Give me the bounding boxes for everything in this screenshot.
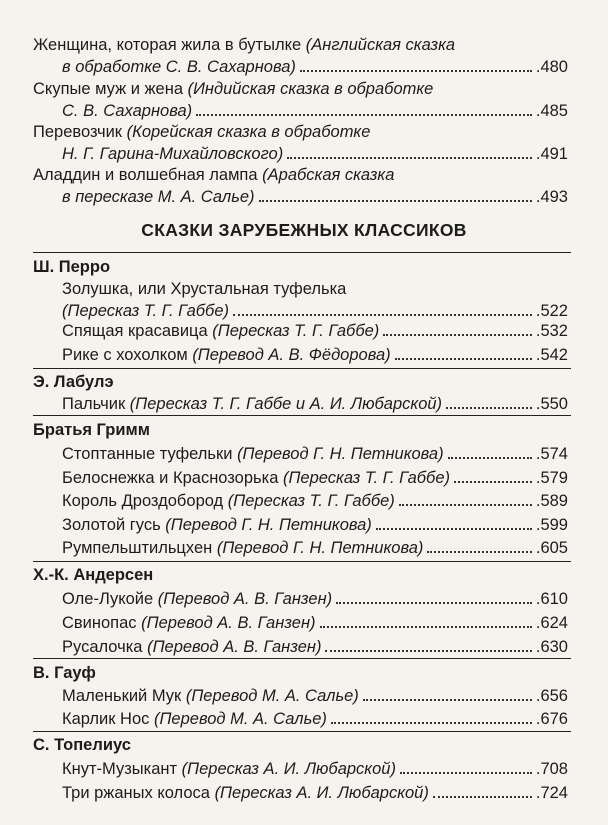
entry-note: (Перевод А. В. Ганзен) (157, 590, 333, 608)
leader-dots (448, 443, 532, 459)
leader-dots (320, 612, 532, 628)
leader-dots (300, 56, 532, 72)
entry-title: Свинопас (62, 614, 137, 632)
section-rule (33, 731, 571, 732)
leader-dots (446, 393, 532, 409)
page-number: .493 (535, 188, 568, 206)
page-number: .589 (535, 492, 568, 510)
entry-note: (Пересказ А. И. Любарской) (181, 760, 396, 778)
leader-dots (287, 143, 532, 159)
author-name: Э. Лабулэ (33, 373, 114, 391)
entry-note: (Перевод Г. Н. Петникова) (237, 445, 444, 463)
leader-dots (454, 467, 532, 483)
page-number: .480 (535, 58, 568, 76)
page-number: .542 (535, 346, 568, 364)
entry-note: (Пересказ Т. Г. Габбе) (282, 469, 450, 487)
entry-note: (Перевод Г. Н. Петникова) (216, 539, 424, 557)
section-rule (33, 658, 571, 659)
leader-dots (325, 636, 531, 652)
entry-title: Русалочка (62, 638, 143, 656)
entry-title: Кнут-Музыкант (62, 760, 178, 778)
page-number: .491 (535, 145, 568, 163)
entry-note: (Перевод А. В. Фёдорова) (192, 346, 391, 364)
page-number: .676 (535, 710, 568, 728)
entry-note: в пересказе М. А. Салье) (62, 188, 255, 206)
section-rule (33, 561, 571, 562)
author-name: Братья Гримм (33, 421, 150, 439)
entry-note: (Пересказ А. И. Любарской) (214, 784, 429, 802)
leader-dots (363, 685, 532, 701)
entry-title: Румпельштильцхен (62, 539, 213, 557)
entry-title: Оле-Лукойе (62, 590, 154, 608)
page-number: .708 (535, 760, 568, 778)
section-rule (33, 368, 571, 369)
author-name: Ш. Перро (33, 258, 111, 276)
section-rule (33, 252, 571, 253)
page-number: .579 (535, 469, 568, 487)
leader-dots (336, 588, 532, 604)
page-number: .605 (535, 539, 568, 557)
leader-dots (395, 344, 532, 360)
leader-dots (196, 100, 532, 116)
entry-note: (Индийская сказка в обработке (187, 80, 434, 98)
author-name: Х.-К. Андерсен (33, 566, 154, 584)
page-number: .532 (535, 322, 568, 340)
page-number: .550 (535, 395, 568, 413)
leader-dots (427, 537, 532, 553)
page-number: .599 (535, 516, 568, 534)
leader-dots (400, 758, 532, 774)
page-number: .656 (535, 687, 568, 705)
page-number: .724 (535, 784, 568, 802)
entry-note: С. В. Сахарнова) (62, 102, 193, 120)
entry-title: Спящая красавица (62, 322, 208, 340)
entry-note: (Корейская сказка в обработке (126, 123, 371, 141)
entry-title: Маленький Мук (62, 687, 182, 705)
entry-title: Рике с хохолком (62, 346, 188, 364)
page-number: .485 (535, 102, 568, 120)
section-rule (33, 415, 571, 416)
entry-title: Женщина, которая жила в бутылке (33, 36, 306, 54)
entry-note: Н. Г. Гарина-Михайловского) (62, 145, 284, 163)
page-number: .522 (535, 302, 568, 320)
entry-title: Карлик Нос (62, 710, 150, 728)
page-number: .610 (535, 590, 568, 608)
entry-note: (Пересказ Т. Г. Габбе и А. И. Любарской) (129, 395, 443, 413)
entry-note: (Перевод М. А. Салье) (185, 687, 359, 705)
leader-dots (433, 782, 532, 798)
entry-note: (Пересказ Т. Г. Габбе) (227, 492, 395, 510)
page-number: .630 (535, 638, 568, 656)
entry-note: (Пересказ Т. Г. Габбе) (62, 302, 230, 320)
entry-note: (Перевод А. В. Ганзен) (147, 638, 322, 656)
leader-dots (399, 490, 532, 506)
entry-title: Три ржаных колоса (62, 784, 210, 802)
author-name: С. Топелиус (33, 736, 131, 754)
entry-note: в обработке С. В. Сахарнова) (62, 58, 296, 76)
entry-note: (Пересказ Т. Г. Габбе) (212, 322, 380, 340)
entry-title: Золушка, или Хрустальная туфелька (62, 280, 347, 298)
entry-title: Золотой гусь (62, 516, 161, 534)
leader-dots (331, 708, 532, 724)
entry-title: Король Дроздобород (62, 492, 224, 510)
entry-title: Пальчик (62, 395, 126, 413)
leader-dots (233, 300, 532, 316)
entry-note: (Арабская сказка (262, 166, 395, 184)
entry-note: (Английская сказка (305, 36, 456, 54)
entry-title: Аладдин и волшебная лампа (33, 166, 263, 184)
section-title: СКАЗКИ ЗАРУБЕЖНЫХ КЛАССИКОВ (141, 220, 467, 240)
page-number: .624 (535, 614, 568, 632)
entry-note: (Перевод Г. Н. Петникова) (165, 516, 372, 534)
leader-dots (376, 514, 532, 530)
leader-dots (383, 320, 532, 336)
author-name: В. Гауф (33, 664, 96, 682)
leader-dots (259, 186, 532, 202)
entry-title: Перевозчик (33, 123, 127, 141)
page-number: .574 (535, 445, 568, 463)
entry-note: (Перевод М. А. Салье) (153, 710, 327, 728)
entry-note: (Перевод А. В. Ганзен) (141, 614, 316, 632)
entry-title: Белоснежка и Краснозорька (62, 469, 279, 487)
entry-title: Стоптанные туфельки (62, 445, 233, 463)
entry-title: Скупые муж и жена (33, 80, 188, 98)
